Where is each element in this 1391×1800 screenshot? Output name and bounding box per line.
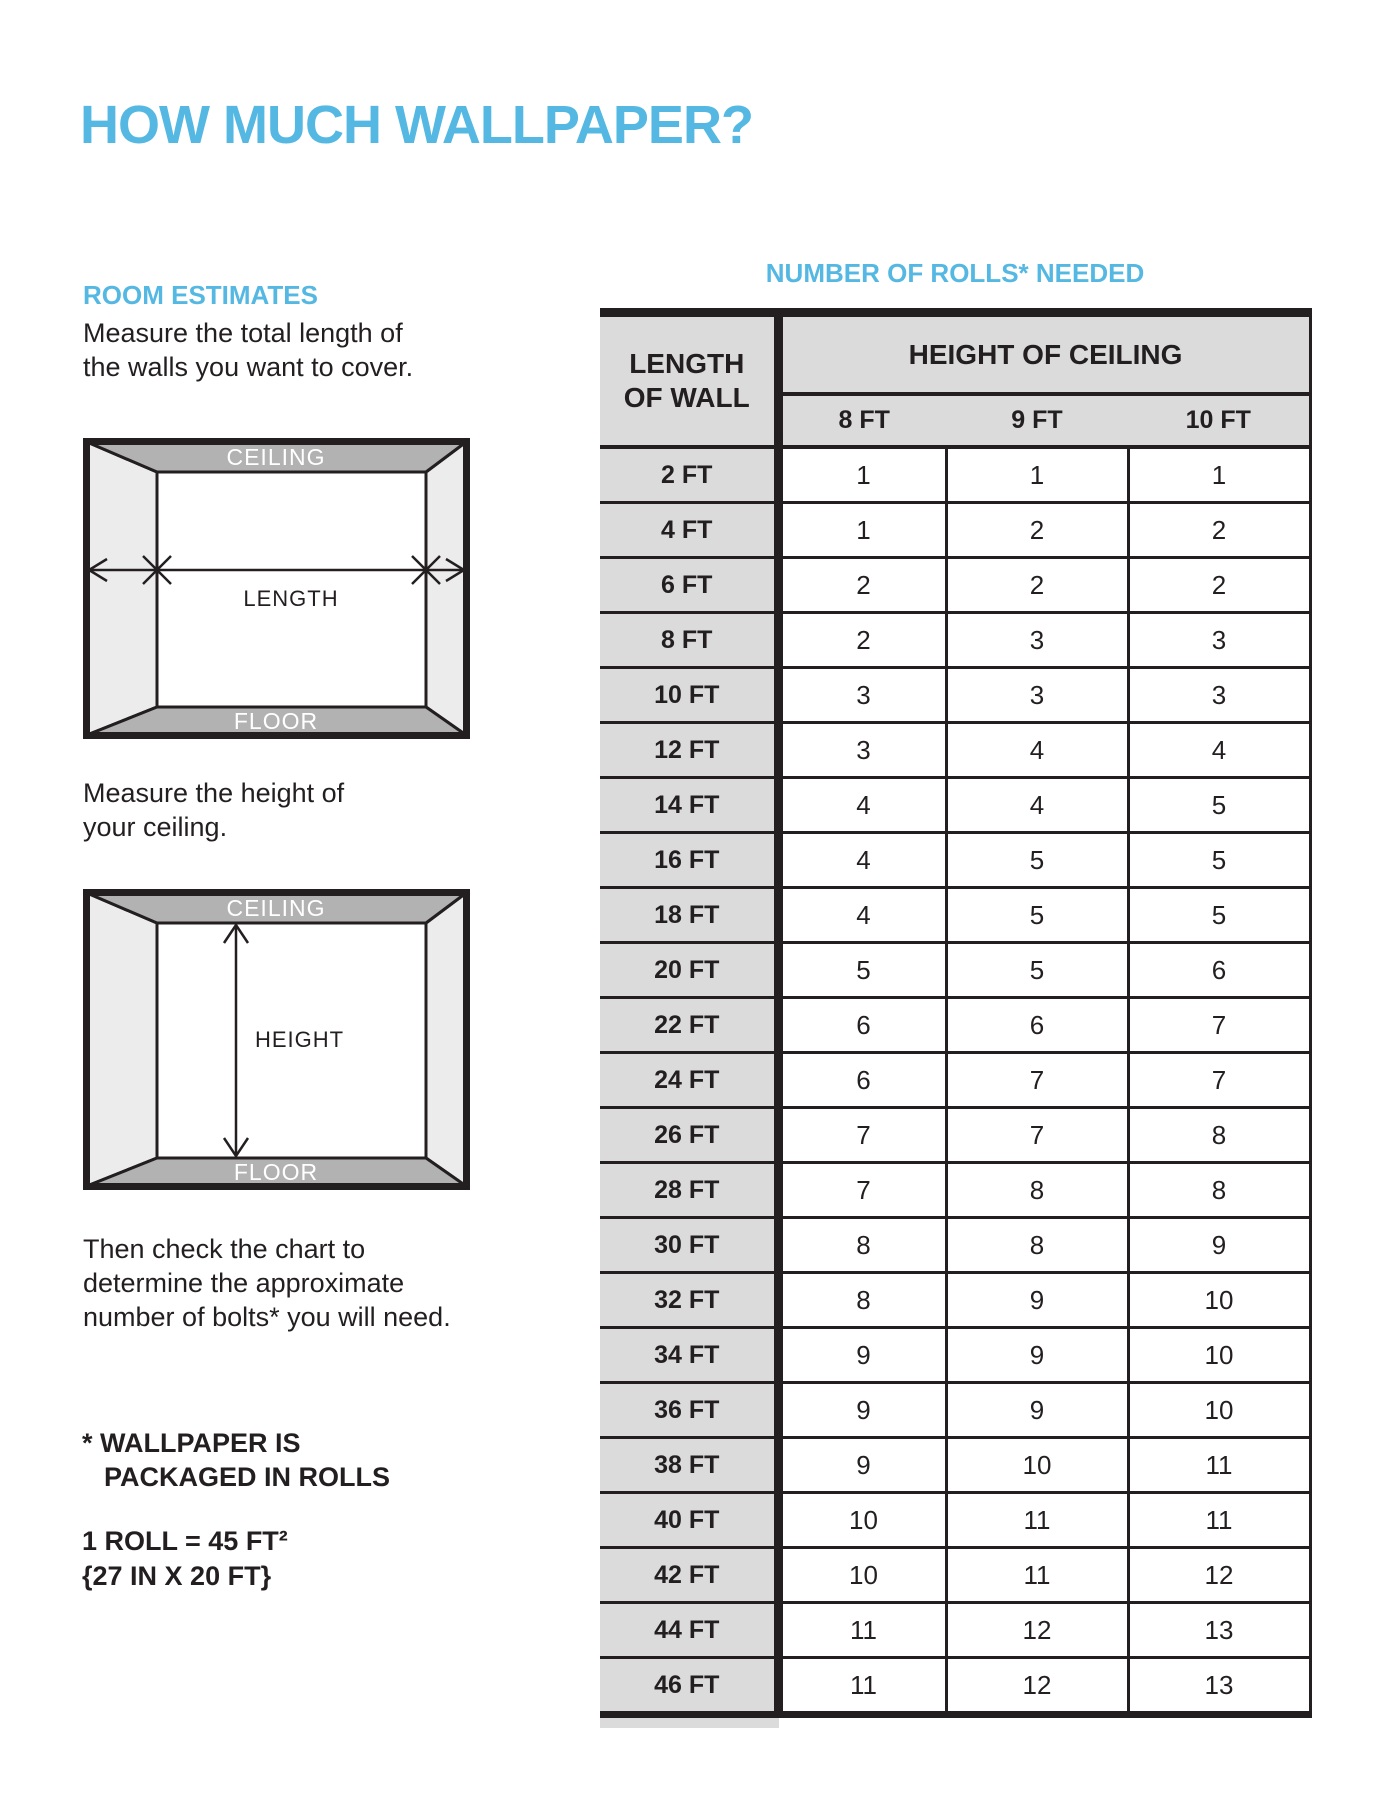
rolls-table-section: [600, 258, 1310, 1728]
roll-count-cell: 10: [946, 1438, 1128, 1493]
table-row: [600, 723, 1310, 778]
roll-count-cell: 7: [1128, 998, 1310, 1053]
roll-count-cell: 6: [1128, 943, 1310, 998]
roll-count-cell: 10: [778, 1493, 946, 1548]
column-header-10ft: 10 FT: [1128, 394, 1310, 447]
roll-count-cell: 4: [778, 888, 946, 943]
room-height-diagram: [83, 889, 470, 1190]
roll-count-cell: 4: [946, 723, 1128, 778]
wall-length-label: 6 FT: [600, 558, 778, 613]
roll-count-cell: 9: [946, 1328, 1128, 1383]
roll-count-cell: 4: [946, 778, 1128, 833]
roll-size-note: [82, 1524, 288, 1594]
table-row: [600, 1163, 1310, 1218]
table-row: [600, 1658, 1310, 1715]
roll-count-cell: 7: [1128, 1053, 1310, 1108]
roll-count-cell: 7: [778, 1108, 946, 1163]
instruction-line: determine the approximate: [83, 1268, 405, 1298]
instruction-line: your ceiling.: [83, 812, 228, 842]
roll-count-cell: 4: [778, 778, 946, 833]
roll-count-cell: 5: [946, 943, 1128, 998]
right-wall-shape: [426, 442, 466, 735]
roll-count-cell: 3: [778, 723, 946, 778]
roll-count-cell: 8: [1128, 1108, 1310, 1163]
table-row: [600, 998, 1310, 1053]
room-height-diagram-svg: [83, 889, 470, 1190]
page-title: HOW MUCH WALLPAPER?: [80, 95, 753, 156]
roll-count-cell: 6: [778, 998, 946, 1053]
wall-length-label: 46 FT: [600, 1658, 778, 1715]
column-header-9ft: 9 FT: [946, 394, 1128, 447]
roll-count-cell: 8: [778, 1273, 946, 1328]
floor-label: FLOOR: [233, 708, 319, 734]
roll-count-cell: 8: [946, 1163, 1128, 1218]
wall-length-label: 44 FT: [600, 1603, 778, 1658]
roll-count-cell: 2: [1128, 503, 1310, 558]
roll-count-cell: 5: [1128, 888, 1310, 943]
roll-count-cell: 1: [778, 447, 946, 503]
roll-count-cell: 9: [778, 1328, 946, 1383]
height-of-ceiling-header: HEIGHT OF CEILING: [778, 313, 1310, 395]
rolls-table-body: [600, 447, 1310, 1715]
table-row: [600, 778, 1310, 833]
table-row: [600, 1108, 1310, 1163]
room-length-diagram-svg: [83, 438, 470, 739]
table-row: [600, 943, 1310, 998]
roll-count-cell: 8: [778, 1218, 946, 1273]
wallpaper-rolls-footnote: [82, 1426, 390, 1494]
roll-count-cell: 3: [946, 668, 1128, 723]
table-row: [600, 888, 1310, 943]
roll-size-line: 1 ROLL = 45 FT²: [82, 1526, 288, 1556]
wall-length-label: 8 FT: [600, 613, 778, 668]
roll-count-cell: 11: [778, 1658, 946, 1715]
roll-count-cell: 2: [946, 503, 1128, 558]
roll-count-cell: 10: [1128, 1328, 1310, 1383]
roll-count-cell: 4: [1128, 723, 1310, 778]
instruction-line: Measure the height of: [83, 778, 345, 808]
roll-count-cell: 12: [946, 1603, 1128, 1658]
wall-length-label: 26 FT: [600, 1108, 778, 1163]
roll-count-cell: 9: [778, 1438, 946, 1493]
instruction-line: the walls you want to cover.: [83, 352, 414, 382]
table-row: [600, 1438, 1310, 1493]
roll-count-cell: 11: [1128, 1438, 1310, 1493]
wall-length-label: 12 FT: [600, 723, 778, 778]
roll-count-cell: 1: [778, 503, 946, 558]
roll-count-cell: 4: [778, 833, 946, 888]
wall-length-label: 2 FT: [600, 447, 778, 503]
ceiling-label: CEILING: [226, 895, 326, 921]
roll-count-cell: 12: [946, 1658, 1128, 1715]
roll-count-cell: 10: [778, 1548, 946, 1603]
length-label: LENGTH: [243, 586, 339, 611]
wall-length-label: 42 FT: [600, 1548, 778, 1603]
roll-count-cell: 3: [1128, 668, 1310, 723]
wall-length-label: 36 FT: [600, 1383, 778, 1438]
table-footer-strip: [600, 1718, 779, 1728]
instruction-line: Then check the chart to: [83, 1234, 366, 1264]
roll-count-cell: 8: [946, 1218, 1128, 1273]
instruction-measure-length: [83, 316, 413, 384]
roll-count-cell: 3: [946, 613, 1128, 668]
table-row: [600, 1328, 1310, 1383]
room-length-diagram: [83, 438, 470, 739]
roll-count-cell: 3: [778, 668, 946, 723]
roll-count-cell: 9: [946, 1273, 1128, 1328]
roll-count-cell: 7: [946, 1053, 1128, 1108]
length-of-wall-line: OF WALL: [623, 382, 750, 413]
wall-length-label: 20 FT: [600, 943, 778, 998]
roll-count-cell: 13: [1128, 1658, 1310, 1715]
wall-length-label: 40 FT: [600, 1493, 778, 1548]
wall-length-label: 28 FT: [600, 1163, 778, 1218]
wall-length-label: 22 FT: [600, 998, 778, 1053]
roll-count-cell: 8: [1128, 1163, 1310, 1218]
roll-count-cell: 5: [946, 833, 1128, 888]
column-header-8ft: 8 FT: [778, 394, 946, 447]
roll-count-cell: 10: [1128, 1273, 1310, 1328]
ceiling-label: CEILING: [226, 444, 326, 470]
table-row: [600, 613, 1310, 668]
wall-length-label: 32 FT: [600, 1273, 778, 1328]
table-row: [600, 558, 1310, 613]
instruction-line: number of bolts* you will need.: [83, 1302, 451, 1332]
table-row: [600, 1493, 1310, 1548]
wall-length-label: 14 FT: [600, 778, 778, 833]
table-row: [600, 1053, 1310, 1108]
table-row: [600, 1603, 1310, 1658]
wall-length-label: 16 FT: [600, 833, 778, 888]
rolls-table: [600, 308, 1312, 1718]
rolls-needed-heading: NUMBER OF ROLLS* NEEDED: [765, 258, 1145, 288]
roll-count-cell: 2: [946, 558, 1128, 613]
roll-count-cell: 1: [946, 447, 1128, 503]
length-of-wall-line: LENGTH: [629, 348, 745, 379]
table-row: [600, 668, 1310, 723]
floor-label: FLOOR: [233, 1159, 319, 1185]
roll-count-cell: 12: [1128, 1548, 1310, 1603]
instruction-check-chart: [83, 1232, 451, 1334]
instruction-line: Measure the total length of: [83, 318, 403, 348]
roll-count-cell: 9: [778, 1383, 946, 1438]
roll-count-cell: 5: [1128, 778, 1310, 833]
roll-count-cell: 9: [946, 1383, 1128, 1438]
left-wall-shape: [87, 442, 157, 735]
roll-count-cell: 10: [1128, 1383, 1310, 1438]
wall-length-label: 34 FT: [600, 1328, 778, 1383]
table-row: [600, 1218, 1310, 1273]
table-row: [600, 503, 1310, 558]
roll-count-cell: 2: [1128, 558, 1310, 613]
table-row: [600, 1273, 1310, 1328]
roll-count-cell: 5: [1128, 833, 1310, 888]
footnote-line: PACKAGED IN ROLLS: [104, 1462, 391, 1492]
length-of-wall-header: [600, 313, 778, 448]
table-row: [600, 833, 1310, 888]
height-label: HEIGHT: [255, 1027, 345, 1052]
footnote-line: * WALLPAPER IS: [82, 1428, 301, 1458]
roll-count-cell: 9: [1128, 1218, 1310, 1273]
table-row: [600, 1548, 1310, 1603]
wall-length-label: 30 FT: [600, 1218, 778, 1273]
roll-count-cell: 11: [946, 1493, 1128, 1548]
roll-count-cell: 2: [778, 558, 946, 613]
roll-count-cell: 1: [1128, 447, 1310, 503]
roll-count-cell: 2: [778, 613, 946, 668]
roll-count-cell: 7: [946, 1108, 1128, 1163]
table-row: [600, 447, 1310, 503]
roll-count-cell: 11: [778, 1603, 946, 1658]
roll-count-cell: 13: [1128, 1603, 1310, 1658]
wall-length-label: 10 FT: [600, 668, 778, 723]
table-header-row: [600, 313, 1310, 395]
roll-count-cell: 11: [1128, 1493, 1310, 1548]
roll-count-cell: 7: [778, 1163, 946, 1218]
wall-length-label: 24 FT: [600, 1053, 778, 1108]
wall-length-label: 18 FT: [600, 888, 778, 943]
wall-length-label: 4 FT: [600, 503, 778, 558]
roll-size-line: {27 IN X 20 FT}: [82, 1561, 272, 1591]
roll-count-cell: 11: [946, 1548, 1128, 1603]
wall-length-label: 38 FT: [600, 1438, 778, 1493]
left-wall-shape: [87, 893, 157, 1186]
instruction-measure-height: [83, 776, 344, 844]
right-wall-shape: [426, 893, 466, 1186]
roll-count-cell: 5: [778, 943, 946, 998]
table-row: [600, 1383, 1310, 1438]
roll-count-cell: 6: [946, 998, 1128, 1053]
roll-count-cell: 3: [1128, 613, 1310, 668]
roll-count-cell: 5: [946, 888, 1128, 943]
room-estimates-heading: ROOM ESTIMATES: [83, 279, 318, 310]
roll-count-cell: 6: [778, 1053, 946, 1108]
